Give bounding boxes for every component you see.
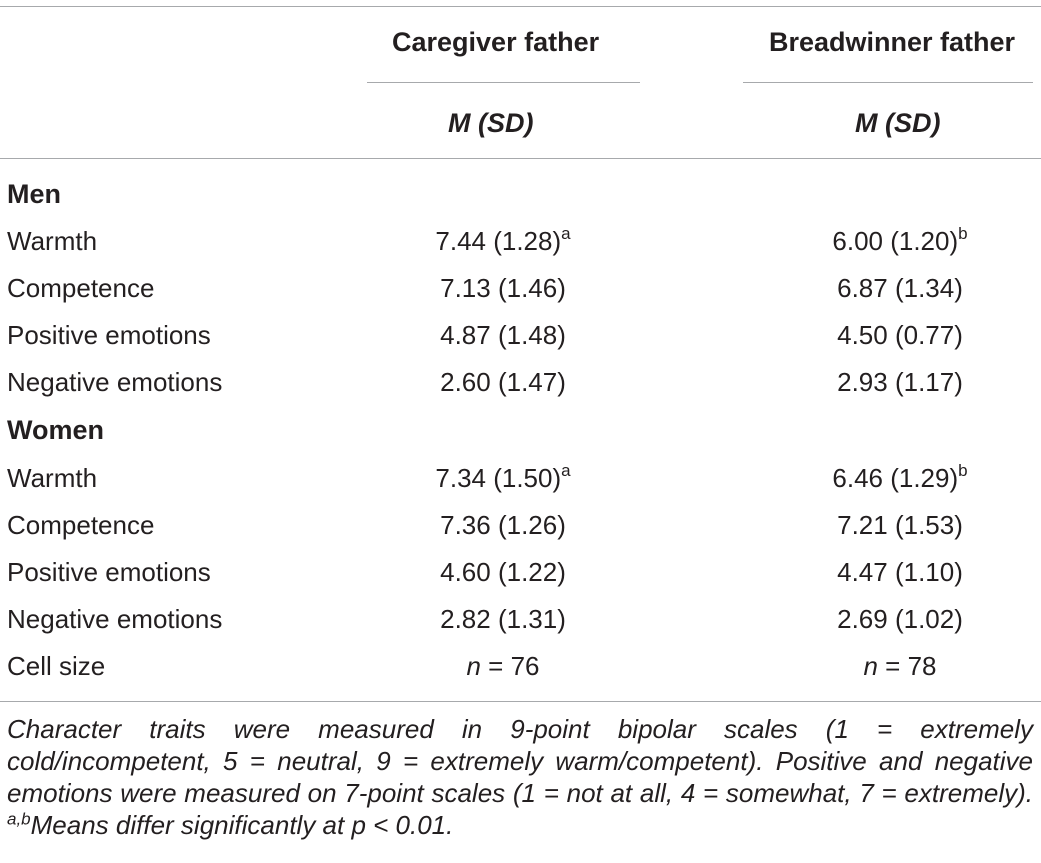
caregiver-value: 7.36 (1.26) bbox=[440, 510, 566, 540]
breadwinner-value: 2.93 (1.17) bbox=[837, 367, 963, 397]
row-label: Warmth bbox=[7, 226, 98, 256]
column-header-breadwinner: Breadwinner father bbox=[769, 27, 1016, 57]
row-label: Positive emotions bbox=[7, 557, 211, 587]
superscript: a bbox=[561, 461, 571, 481]
footnote-superscript: a,b bbox=[7, 809, 31, 829]
caregiver-value: 7.13 (1.46) bbox=[440, 273, 566, 303]
caregiver-value: 4.87 (1.48) bbox=[440, 320, 566, 350]
breadwinner-value: 6.00 $(1.20)^b$ bbox=[832, 224, 968, 256]
breadwinner-header-underline bbox=[743, 82, 1033, 83]
breadwinner-value: 4.50 (0.77) bbox=[837, 320, 963, 350]
section-row-men bbox=[0, 178, 1041, 210]
table-footnote: Character traits were measured in 9-point bipolar scales (1 = extremely cold/incompetent, 5 = neutral, 9 = extremely warm/competent). Positive and negative emotions were measured on 7-point scales (1 = not at all, 4 = somewhat, 7 = extremely). $^{a,b}$Means differ significantly at p < 0.01. bbox=[7, 714, 1033, 840]
caregiver-cell-size: n = 76 bbox=[466, 651, 540, 681]
caregiver-value: 2.60 (1.47) bbox=[440, 367, 566, 397]
table-row bbox=[0, 509, 1041, 541]
table-row bbox=[0, 603, 1041, 635]
header-rule bbox=[0, 158, 1041, 159]
table-row bbox=[0, 319, 1041, 351]
caregiver-header-underline bbox=[367, 82, 640, 83]
superscript: b bbox=[958, 224, 968, 244]
row-label: Warmth bbox=[7, 463, 98, 493]
sample-size-symbol: n bbox=[863, 651, 878, 681]
breadwinner-value: 4.47 (1.10) bbox=[837, 557, 963, 587]
breadwinner-value: 6.87 (1.34) bbox=[837, 273, 963, 303]
top-rule bbox=[0, 6, 1041, 7]
table-row bbox=[0, 225, 1041, 257]
superscript: a bbox=[561, 224, 571, 244]
table-row bbox=[0, 272, 1041, 304]
caregiver-value: 7.44 $(1.28)^a$ bbox=[435, 224, 571, 256]
subheader-caregiver: M (SD) bbox=[448, 108, 534, 138]
row-label: Competence bbox=[7, 510, 155, 540]
breadwinner-value: 2.69 (1.02) bbox=[837, 604, 963, 634]
section-label: Men bbox=[7, 179, 61, 209]
breadwinner-value: 7.21 (1.53) bbox=[837, 510, 963, 540]
superscript: b bbox=[958, 461, 968, 481]
row-label: Competence bbox=[7, 273, 155, 303]
breadwinner-cell-size: n = 78 bbox=[863, 651, 937, 681]
row-label: Cell size bbox=[7, 651, 106, 681]
row-label: Positive emotions bbox=[7, 320, 211, 350]
table-row bbox=[0, 366, 1041, 398]
caregiver-value: 2.82 (1.31) bbox=[440, 604, 566, 634]
section-label: Women bbox=[7, 415, 105, 445]
breadwinner-value: 6.46 $(1.29)^b$ bbox=[832, 461, 968, 493]
section-row-women bbox=[0, 414, 1041, 446]
subheader-breadwinner: M (SD) bbox=[855, 108, 941, 138]
caregiver-value: 4.60 (1.22) bbox=[440, 557, 566, 587]
column-header-caregiver: Caregiver father bbox=[392, 27, 600, 57]
sample-size-symbol: n bbox=[466, 651, 481, 681]
row-label: Negative emotions bbox=[7, 367, 223, 397]
bottom-rule bbox=[0, 701, 1041, 702]
table-row bbox=[0, 556, 1041, 588]
row-label: Negative emotions bbox=[7, 604, 223, 634]
caregiver-value: 7.34 $(1.50)^a$ bbox=[435, 461, 571, 493]
table-row bbox=[0, 462, 1041, 494]
cell-size-row bbox=[0, 650, 1041, 682]
